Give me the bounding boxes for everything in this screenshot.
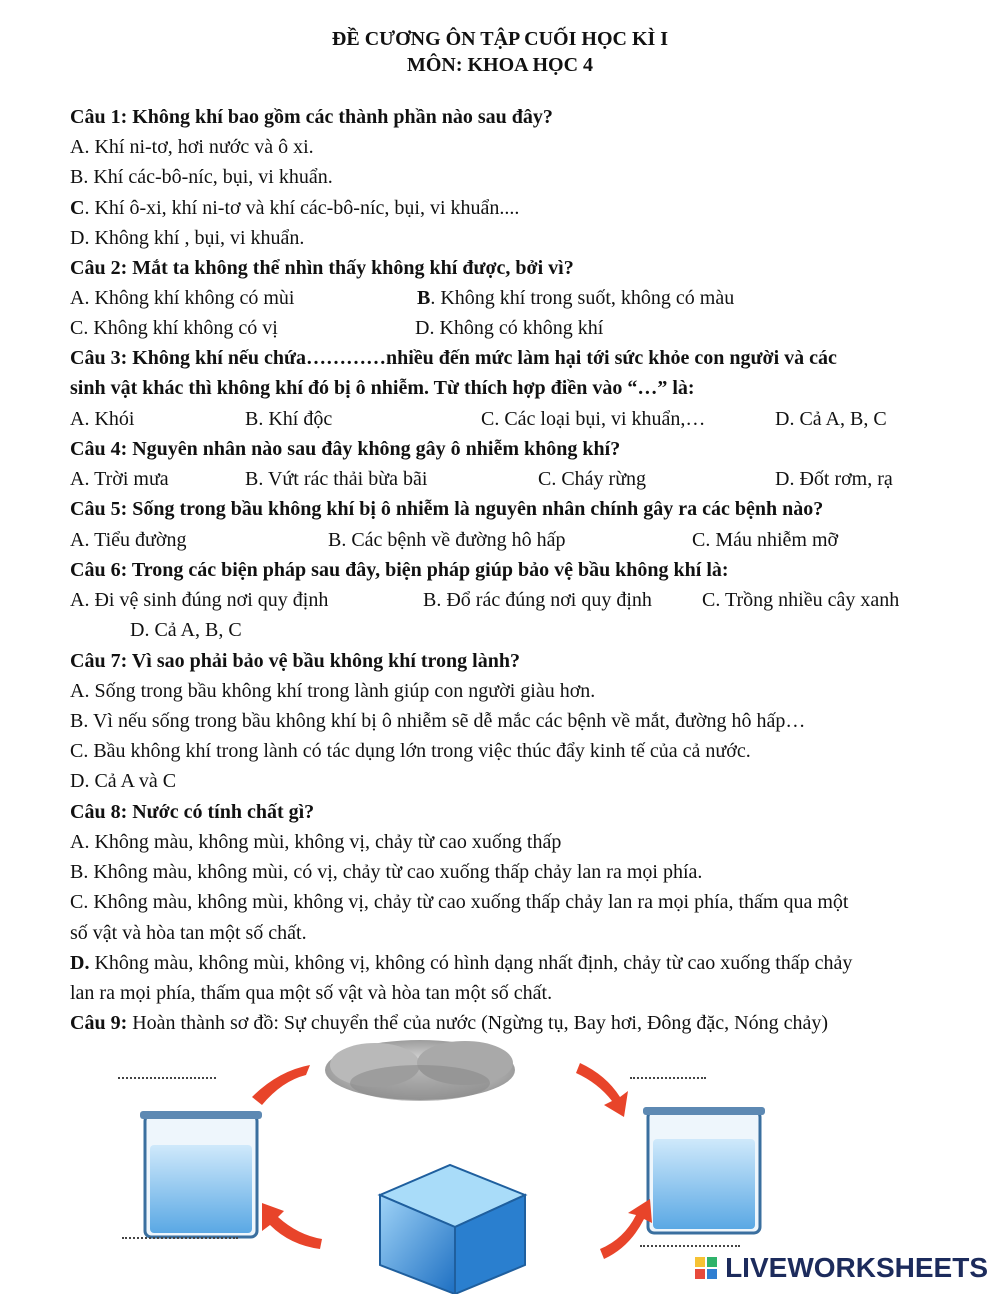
question-9 (70, 1009, 828, 1037)
q8-option-d-letter: D. (70, 952, 90, 974)
q4-option-a[interactable]: A. Trời mưa (70, 468, 169, 490)
question-1-text: : Không khí bao gồm các thành phần nào sau đây? (120, 106, 553, 128)
worksheet-title: ĐỀ CƯƠNG ÔN TẬP CUỐI HỌC KÌ I (331, 28, 669, 50)
worksheet-subject: MÔN: KHOA HỌC 4 (406, 54, 594, 76)
q2-option-b-letter: B (417, 287, 431, 309)
q1-option-a[interactable]: A. Khí ni-tơ, hơi nước và ô xi. (70, 136, 314, 158)
q7-option-c[interactable]: C. Bầu không khí trong lành có tác dụng lớn trong việc thúc đẩy kinh tế của cả nước. (70, 740, 751, 762)
q3-option-b[interactable]: B. Khí độc (245, 408, 333, 430)
arrow-top-right (576, 1063, 628, 1117)
answer-blank-bottom-left[interactable] (122, 1235, 238, 1239)
q3-option-c[interactable]: C. Các loại bụi, vi khuẩn,… (481, 408, 706, 430)
q2-option-b[interactable] (417, 284, 734, 312)
q4-option-c[interactable]: C. Cháy rừng (538, 468, 647, 490)
right-beaker-image (643, 1107, 765, 1233)
answer-blank-top-right[interactable] (630, 1075, 706, 1079)
question-1 (70, 103, 553, 131)
question-8-text: Câu 8: Nước có tính chất gì? (70, 801, 315, 823)
q6-option-c[interactable]: C. Trồng nhiều cây xanh (702, 589, 900, 611)
liveworksheets-brand (695, 1252, 988, 1284)
q1-option-d[interactable]: D. Không khí , bụi, vi khuẩn. (70, 227, 305, 249)
q3-option-d[interactable]: D. Cả A, B, C (775, 408, 887, 430)
q1-option-c-letter: C (70, 197, 85, 219)
q7-option-d[interactable]: D. Cả A và C (70, 770, 177, 792)
question-3-text-line2: sinh vật khác thì không khí đó bị ô nhiễm. Từ thích hợp điền vào “…” là: (70, 377, 695, 399)
arrow-top-left (252, 1065, 310, 1105)
q2-option-d[interactable]: D. Không có không khí (415, 317, 604, 339)
q6-option-d[interactable]: D. Cả A, B, C (130, 619, 242, 641)
ice-cube-image (380, 1165, 525, 1294)
arrow-bottom-right (600, 1199, 652, 1259)
arrow-bottom-left (262, 1203, 322, 1249)
answer-blank-top-left[interactable] (118, 1075, 216, 1079)
liveworksheets-logo-icon (695, 1257, 717, 1279)
q6-option-a[interactable]: A. Đi vệ sinh đúng nơi quy định (70, 589, 329, 611)
question-6-text: Câu 6: Trong các biện pháp sau đây, biện pháp giúp bảo vệ bầu không khí là: (70, 559, 729, 581)
q5-option-c[interactable]: C. Máu nhiễm mỡ (692, 529, 839, 551)
q2-option-c[interactable]: C. Không khí không có vị (70, 317, 278, 339)
q1-option-c-text: . Khí ô-xi, khí ni-tơ và khí các-bô-níc, bụi, vi khuẩn.... (84, 197, 520, 219)
q8-option-c-line1[interactable]: C. Không màu, không mùi, không vị, chảy từ cao xuống thấp chảy lan ra mọi phía, thấm qua một (70, 891, 849, 913)
left-beaker-image (140, 1111, 262, 1237)
q8-option-d-line2[interactable]: lan ra mọi phía, thấm qua một số vật và hòa tan một số chất. (70, 982, 553, 1004)
question-7-text: Câu 7: Vì sao phải bảo vệ bầu không khí trong lành? (70, 650, 520, 672)
q8-option-c-line2[interactable]: số vật và hòa tan một số chất. (70, 922, 307, 944)
q6-option-b[interactable]: B. Đổ rác đúng nơi quy định (423, 589, 652, 611)
question-1-label: Câu 1 (70, 106, 121, 128)
q8-option-a[interactable]: A. Không màu, không mùi, không vị, chảy từ cao xuống thấp (70, 831, 562, 853)
q3-option-a[interactable]: A. Khói (70, 408, 135, 430)
question-5-text: : Sống trong bầu không khí bị ô nhiễm là nguyên nhân chính gây ra các bệnh nào? (120, 498, 824, 520)
answer-blank-bottom-right[interactable] (640, 1243, 740, 1247)
q8-option-d-line1[interactable] (70, 949, 852, 977)
question-9-label: Câu 9: (70, 1012, 128, 1034)
q4-option-d[interactable]: D. Đốt rơm, rạ (775, 468, 893, 490)
q5-option-b[interactable]: B. Các bệnh về đường hô hấp (328, 529, 566, 551)
q2-option-b-text: . Không khí trong suốt, không có màu (430, 287, 735, 309)
q5-option-a[interactable]: A. Tiểu đường (70, 529, 187, 551)
question-4-text: Câu 4: Nguyên nhân nào sau đây không gây ô nhiễm không khí? (70, 438, 621, 460)
q7-option-a[interactable]: A. Sống trong bầu không khí trong lành giúp con người giàu hơn. (70, 680, 596, 702)
q8-option-d-text: Không màu, không mùi, không vị, không có hình dạng nhất định, chảy từ cao xuống thấp chảy (89, 952, 853, 974)
q7-option-b[interactable]: B. Vì nếu sống trong bầu không khí bị ô nhiễm sẽ dễ mắc các bệnh về mắt, đường hô hấp… (70, 710, 806, 732)
q8-option-b[interactable]: B. Không màu, không mùi, có vị, chảy từ cao xuống thấp chảy lan ra mọi phía. (70, 861, 703, 883)
question-9-text: Hoàn thành sơ đồ: Sự chuyển thể của nước (Ngừng tụ, Bay hơi, Đông đặc, Nóng chảy) (127, 1012, 829, 1034)
q2-option-a[interactable]: A. Không khí không có mùi (70, 287, 295, 309)
q1-option-b[interactable]: B. Khí các-bô-níc, bụi, vi khuẩn. (70, 166, 333, 188)
question-5 (70, 495, 823, 523)
q1-option-c[interactable] (70, 194, 519, 222)
question-2-text: Câu 2: Mắt ta không thể nhìn thấy không khí được, bởi vì? (70, 257, 574, 279)
brand-name: LIVEWORKSHEETS (725, 1252, 988, 1283)
q4-option-b[interactable]: B. Vứt rác thải bừa bãi (245, 468, 428, 490)
question-5-label: Câu 5 (70, 498, 121, 520)
question-3-text-line1: Câu 3: Không khí nếu chứa…………nhiều đến mức làm hại tới sức khỏe con người và các (70, 347, 837, 369)
vapor-cloud-image (325, 1040, 515, 1101)
